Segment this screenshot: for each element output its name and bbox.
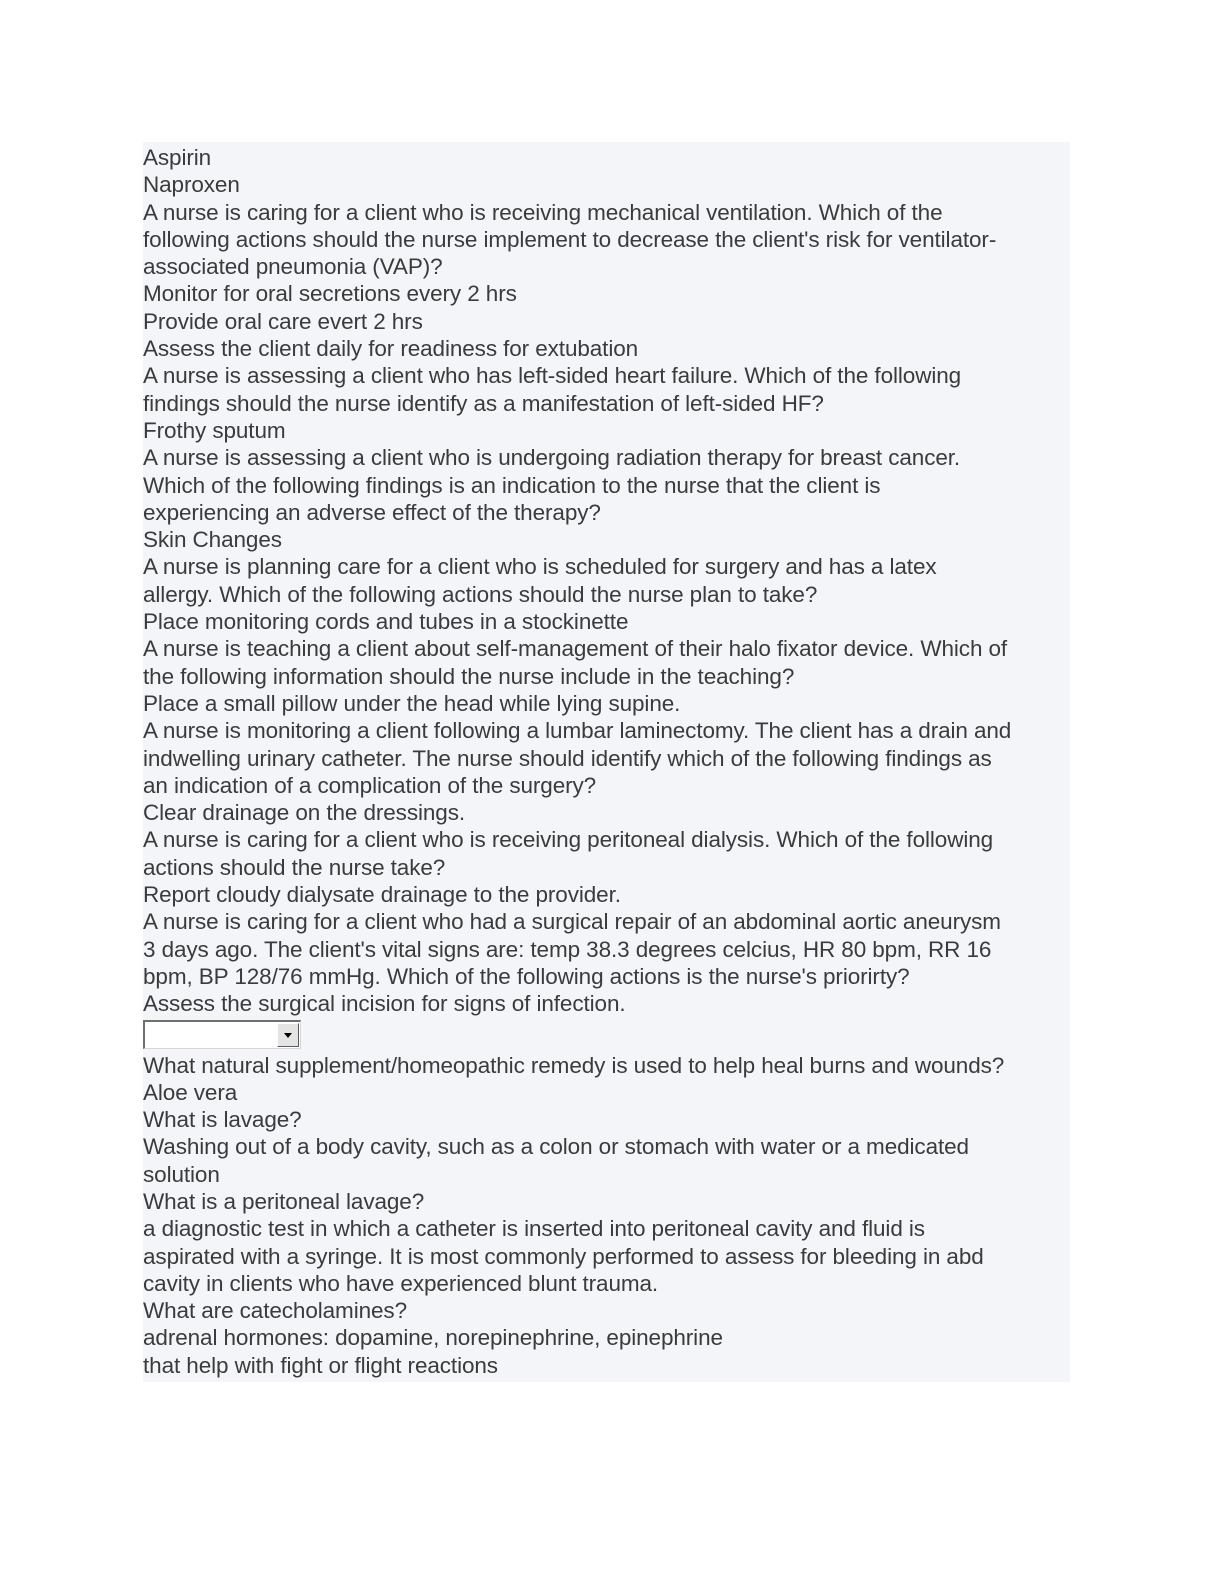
text-line: adrenal hormones: dopamine, norepinephrine, epinephrine <box>143 1325 723 1351</box>
text-line: the following information should the nurse include in the teaching? <box>143 663 795 689</box>
text-line: Washing out of a body cavity, such as a colon or stomach with water or a medicated <box>143 1134 969 1160</box>
text-line: actions should the nurse take? <box>143 854 446 880</box>
text-line: Place a small pillow under the head while lying supine. <box>143 690 681 716</box>
text-line: that help with fight or flight reactions <box>143 1352 498 1378</box>
text-line: an indication of a complication of the surgery? <box>143 772 597 798</box>
text-line: Aspirin <box>143 145 212 170</box>
text-line: Provide oral care evert 2 hrs <box>143 308 423 334</box>
text-line: allergy. Which of the following actions should the nurse plan to take? <box>143 581 818 607</box>
text-line: Frothy sputum <box>143 417 286 443</box>
text-line: A nurse is caring for a client who is receiving mechanical ventilation. Which of the <box>143 199 943 225</box>
text-line: associated pneumonia (VAP)? <box>143 254 443 280</box>
text-lines-before-dropdown <box>143 144 1070 1018</box>
text-line: following actions should the nurse implement to decrease the client's risk for ventilator- <box>143 226 997 252</box>
text-line: experiencing an adverse effect of the therapy? <box>143 499 601 525</box>
text-lines-after-dropdown <box>143 1052 1070 1380</box>
text-line: A nurse is planning care for a client who is scheduled for surgery and has a latex <box>143 554 937 580</box>
text-column <box>143 144 1070 1379</box>
text-line: Assess the client daily for readiness for extubation <box>143 336 639 362</box>
text-line: A nurse is assessing a client who is undergoing radiation therapy for breast cancer. <box>143 445 961 471</box>
text-line: cavity in clients who have experienced blunt trauma. <box>143 1270 659 1296</box>
text-line: indwelling urinary catheter. The nurse should identify which of the following findings as <box>143 745 992 771</box>
text-line: a diagnostic test in which a catheter is inserted into peritoneal cavity and fluid is <box>143 1216 925 1242</box>
text-line: Monitor for oral secretions every 2 hrs <box>143 281 517 307</box>
text-line: A nurse is teaching a client about self-management of their halo fixator device. Which of <box>143 636 1008 662</box>
text-line: Assess the surgical incision for signs of infection. <box>143 991 626 1017</box>
text-line: Aloe vera <box>143 1079 238 1105</box>
text-line: What are catecholamines? <box>143 1298 407 1324</box>
text-line: A nurse is assessing a client who has left-sided heart failure. Which of the following <box>143 363 962 389</box>
text-line: A nurse is caring for a client who had a surgical repair of an abdominal aortic aneurysm <box>143 909 1001 935</box>
chevron-down-icon <box>284 1033 292 1038</box>
text-line: What is a peritoneal lavage? <box>143 1188 425 1214</box>
text-line: Naproxen <box>143 172 240 198</box>
text-line: bpm, BP 128/76 mmHg. Which of the following actions is the nurse's priorirty? <box>143 963 910 989</box>
text-line: Report cloudy dialysate drainage to the provider. <box>143 882 621 908</box>
document-content <box>143 142 1070 1382</box>
text-line: Which of the following findings is an indication to the nurse that the client is <box>143 472 881 498</box>
text-line: Skin Changes <box>143 527 282 553</box>
text-line: aspirated with a syringe. It is most commonly performed to assess for bleeding in abd <box>143 1243 984 1269</box>
text-line: What is lavage? <box>143 1107 302 1133</box>
text-line: findings should the nurse identify as a manifestation of left-sided HF? <box>143 390 824 416</box>
text-line: What natural supplement/homeopathic remedy is used to help heal burns and wounds? <box>143 1052 1005 1078</box>
text-line: Place monitoring cords and tubes in a stockinette <box>143 609 629 635</box>
text-line: A nurse is monitoring a client following a lumbar laminectomy. The client has a drain and <box>143 718 1012 744</box>
text-line: A nurse is caring for a client who is receiving peritoneal dialysis. Which of the following <box>143 827 994 853</box>
answer-dropdown[interactable] <box>143 1020 301 1049</box>
dropdown-button[interactable] <box>277 1023 299 1047</box>
text-line: 3 days ago. The client's vital signs are: temp 38.3 degrees celcius, HR 80 bpm, RR 16 <box>143 936 992 962</box>
text-line: solution <box>143 1161 220 1187</box>
text-line: Clear drainage on the dressings. <box>143 800 465 826</box>
